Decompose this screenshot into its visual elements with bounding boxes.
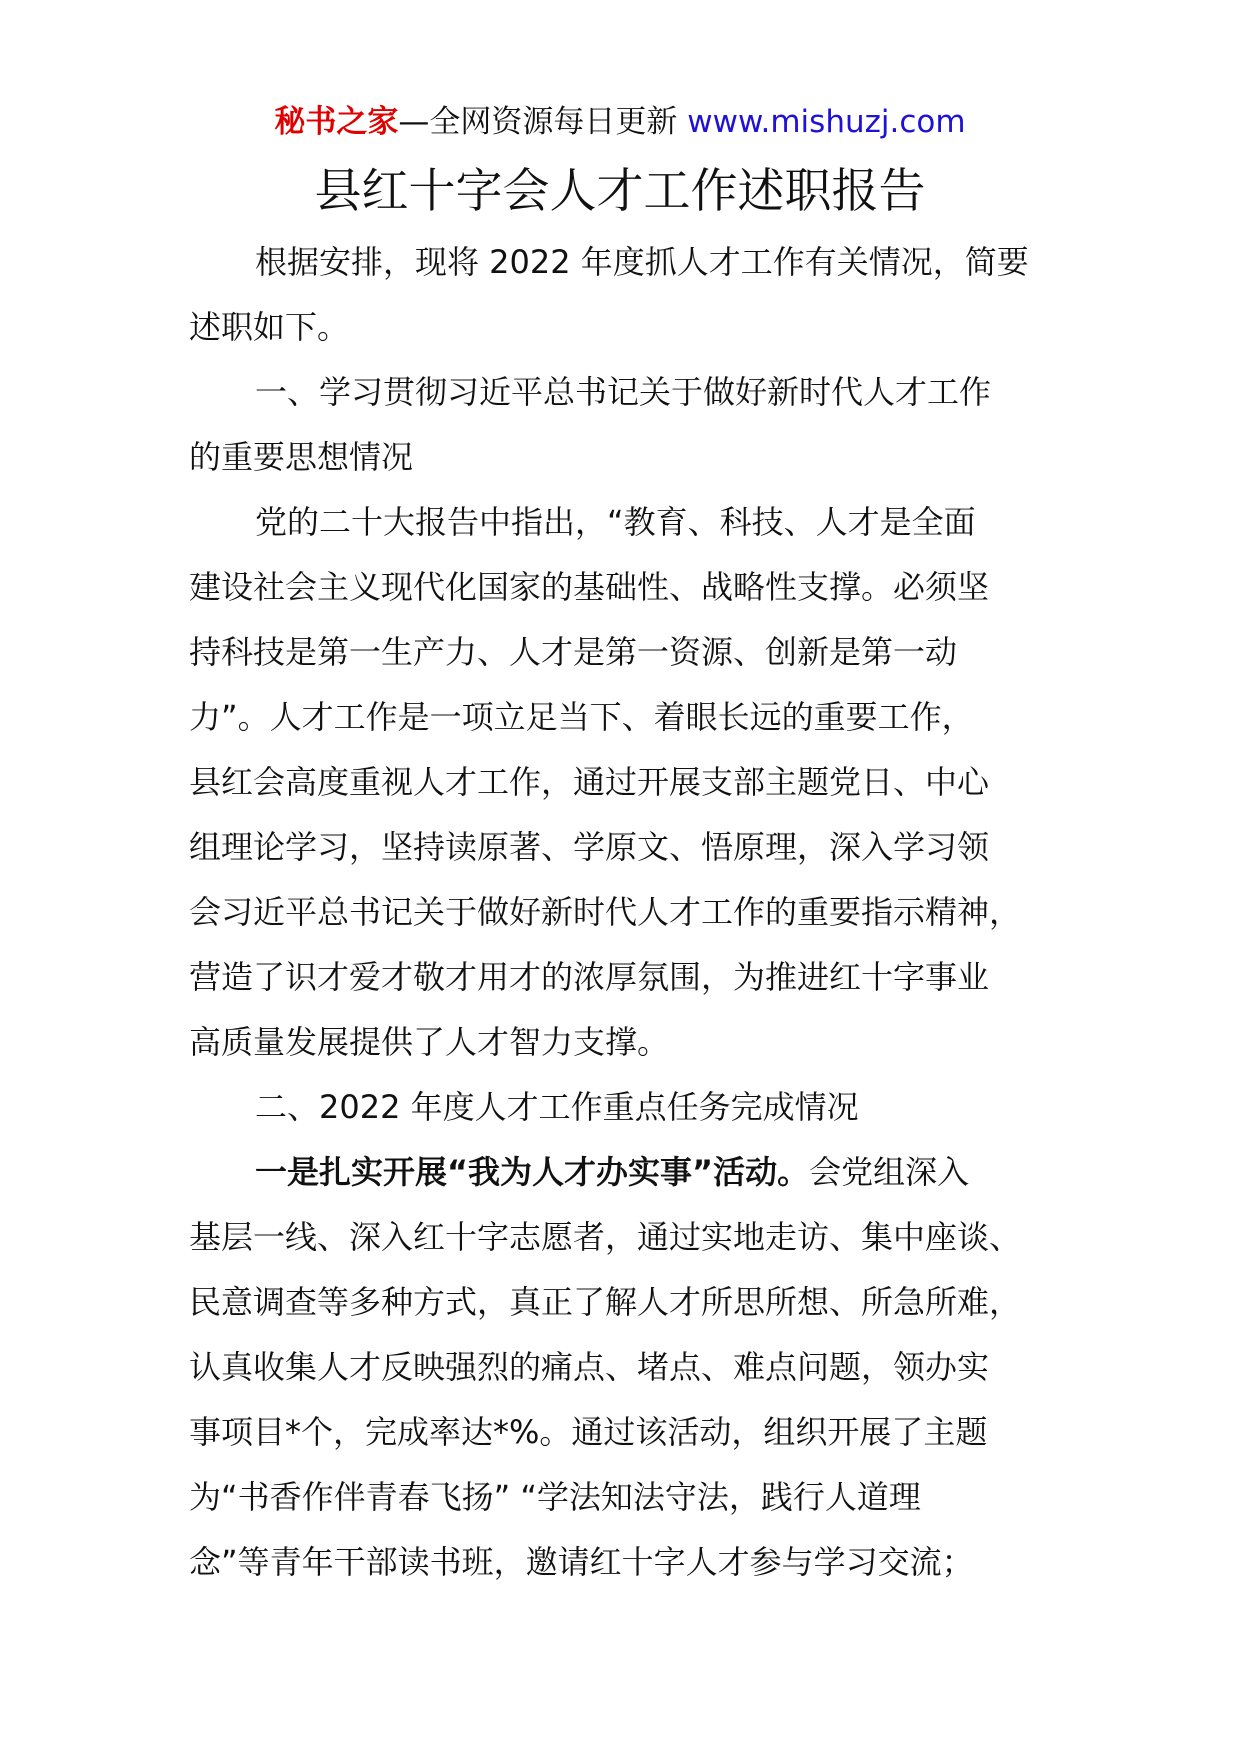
section-heading-line: 一、学习贯彻习近平总书记关于做好新时代人才工作 <box>255 373 992 411</box>
paragraph-line: 组理论学习，坚持读原著、学原文、悟原理，深入学习领 <box>189 828 990 866</box>
paragraph-line: 事项目*个，完成率达*%。通过该活动，组织开展了主题 <box>189 1413 988 1451</box>
paragraph-line: 述职如下。 <box>189 308 350 346</box>
paragraph-line: 根据安排，现将 2022 年度抓人才工作有关情况，简要 <box>255 243 1029 281</box>
site-brand: 秘书之家 <box>274 104 399 140</box>
paragraph-text: 会党组深入 <box>809 1153 970 1191</box>
paragraph-line: 认真收集人才反映强烈的痛点、堵点、难点问题，领办实 <box>189 1348 990 1386</box>
document-title: 县红十字会人才工作述职报告 <box>314 164 926 219</box>
paragraph-line: 县红会高度重视人才工作，通过开展支部主题党日、中心 <box>189 763 990 801</box>
site-header <box>0 100 1240 144</box>
paragraph-line: 会习近平总书记关于做好新时代人才工作的重要指示精神， <box>189 893 1022 931</box>
paragraph-line: 党的二十大报告中指出，“教育、科技、人才是全面 <box>255 503 976 541</box>
document-body <box>189 230 1051 1595</box>
section-heading-line: 的重要思想情况 <box>189 438 414 476</box>
paragraph-line: 力”。人才工作是一项立足当下、着眼长远的重要工作， <box>189 698 974 736</box>
paragraph-line: 念”等青年干部读书班，邀请红十字人才参与学习交流； <box>189 1543 974 1581</box>
site-slogan: —全网资源每日更新 <box>398 104 678 140</box>
paragraph-line: 为“书香作伴青春飞扬” “学法知法守法，践行人道理 <box>189 1478 921 1516</box>
paragraph-line: 基层一线、深入红十字志愿者，通过实地走访、集中座谈、 <box>189 1218 1022 1256</box>
paragraph-line: 营造了识才爱才敬才用才的浓厚氛围，为推进红十字事业 <box>189 958 990 996</box>
paragraph-line <box>189 1140 1051 1205</box>
paragraph-line: 持科技是第一生产力、人才是第一资源、创新是第一动 <box>189 633 958 671</box>
paragraph-line: 民意调查等多种方式，真正了解人才所思所想、所急所难， <box>189 1283 1022 1321</box>
paragraph-line: 高质量发展提供了人才智力支撑。 <box>189 1023 670 1061</box>
section-heading-line: 二、2022 年度人才工作重点任务完成情况 <box>255 1088 859 1126</box>
bold-lead-text: 一是扎实开展“我为人才办实事”活动。 <box>255 1153 810 1191</box>
paragraph-line: 建设社会主义现代化国家的基础性、战略性支撑。必须坚 <box>189 568 990 606</box>
site-url-link[interactable]: www.mishuzj.com <box>687 104 966 140</box>
